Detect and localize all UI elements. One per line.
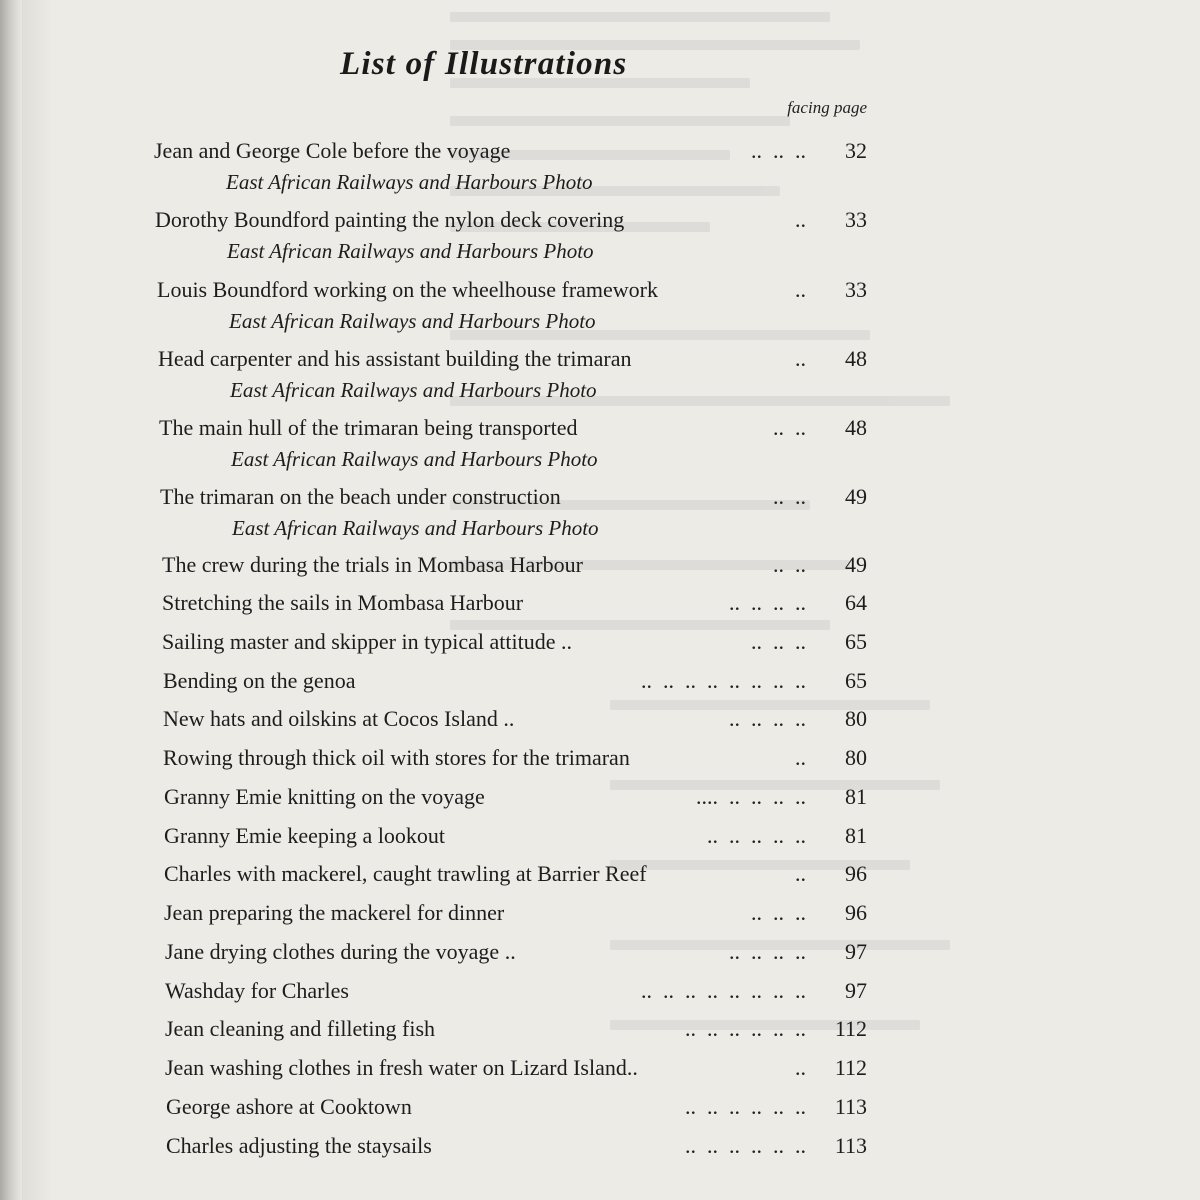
facing-page-number: 81 xyxy=(845,823,867,848)
facing-page-number: 96 xyxy=(845,900,867,925)
dot-leader: .. .. .. .. .. .. xyxy=(685,1133,806,1158)
illustration-title: The crew during the trials in Mombasa Harbour xyxy=(162,552,583,577)
facing-page-number: 80 xyxy=(845,706,867,731)
illustration-title: Granny Emie keeping a lookout xyxy=(164,823,446,848)
dot-leader: .. xyxy=(795,277,806,302)
dot-leader: .. .. .. .. xyxy=(729,590,806,615)
facing-page-number: 64 xyxy=(845,590,867,615)
dot-leader: .. .. .. .. .. xyxy=(707,823,806,848)
facing-page-number: 96 xyxy=(845,861,867,886)
photo-credit: East African Railways and Harbours Photo xyxy=(231,447,598,471)
illustration-title: The trimaran on the beach under construction xyxy=(160,484,561,509)
illustration-title: Bending on the genoa xyxy=(163,668,356,693)
illustration-title: Washday for Charles xyxy=(165,978,349,1003)
illustration-title: Dorothy Boundford painting the nylon deck covering xyxy=(155,207,625,232)
dot-leader: .. .. .. xyxy=(751,900,806,925)
photo-credit: East African Railways and Harbours Photo xyxy=(230,378,597,402)
dot-leader: .. .. .. .. .. .. xyxy=(685,1094,806,1119)
dot-leader: .. .. xyxy=(773,484,806,509)
facing-page-number: 97 xyxy=(845,939,867,964)
dot-leader: .. .. .. .. .. .. xyxy=(685,1016,806,1041)
dot-leader: .. xyxy=(795,861,806,886)
facing-page-number: 33 xyxy=(845,207,867,232)
facing-page-number: 49 xyxy=(845,484,867,509)
facing-page-number: 80 xyxy=(845,745,867,770)
dot-leader: .. xyxy=(795,346,806,371)
photo-credit: East African Railways and Harbours Photo xyxy=(232,516,599,540)
dot-leader: .. .. .. .. .. .. .. .. xyxy=(641,978,806,1003)
dot-leader: .... .. .. .. .. xyxy=(696,784,806,809)
photo-credit: East African Railways and Harbours Photo xyxy=(229,309,596,333)
facing-page-number: 65 xyxy=(845,668,867,693)
illustration-title: Rowing through thick oil with stores for the trimaran xyxy=(163,745,630,770)
illustration-title: Jean washing clothes in fresh water on Lizard Island.. xyxy=(165,1055,638,1080)
illustration-title: Granny Emie knitting on the voyage xyxy=(164,784,485,809)
illustration-title: Sailing master and skipper in typical attitude .. xyxy=(162,629,572,654)
facing-page-label: facing page xyxy=(787,98,867,117)
facing-page-number: 113 xyxy=(834,1094,867,1119)
illustration-title: George ashore at Cooktown xyxy=(166,1094,412,1119)
facing-page-number: 112 xyxy=(834,1016,867,1041)
illustration-title: The main hull of the trimaran being transported xyxy=(159,415,578,440)
illustration-title: Charles adjusting the staysails xyxy=(166,1133,432,1158)
facing-page-number: 113 xyxy=(834,1133,867,1158)
illustration-title: Jane drying clothes during the voyage .. xyxy=(165,939,516,964)
dot-leader: .. xyxy=(795,207,806,232)
dot-leader: .. .. xyxy=(773,415,806,440)
illustration-title: Jean and George Cole before the voyage xyxy=(154,138,511,163)
illustration-title: Charles with mackerel, caught trawling at Barrier Reef xyxy=(164,861,647,886)
dot-leader: .. xyxy=(795,745,806,770)
facing-page-number: 48 xyxy=(845,346,867,371)
facing-page-number: 49 xyxy=(845,552,867,577)
photo-credit: East African Railways and Harbours Photo xyxy=(227,239,594,263)
dot-leader: .. xyxy=(795,1055,806,1080)
facing-page-number: 32 xyxy=(845,138,867,163)
dot-leader: .. .. .. .. xyxy=(729,939,806,964)
dot-leader: .. .. .. xyxy=(751,629,806,654)
photo-credit: East African Railways and Harbours Photo xyxy=(226,170,593,194)
illustration-title: Stretching the sails in Mombasa Harbour xyxy=(162,590,524,615)
dot-leader: .. .. .. .. .. .. .. .. xyxy=(641,668,806,693)
page-title: List of Illustrations xyxy=(340,46,628,82)
illustration-title: Jean cleaning and filleting fish xyxy=(165,1016,436,1041)
dot-leader: .. .. .. xyxy=(751,138,806,163)
illustration-title: Louis Boundford working on the wheelhouse framework xyxy=(157,277,659,302)
facing-page-number: 48 xyxy=(845,415,867,440)
facing-page-number: 81 xyxy=(845,784,867,809)
facing-page-number: 97 xyxy=(845,978,867,1003)
illustration-title: New hats and oilskins at Cocos Island .. xyxy=(163,706,515,731)
facing-page-number: 33 xyxy=(845,277,867,302)
illustration-title: Head carpenter and his assistant building the trimaran xyxy=(158,346,632,371)
illustration-title: Jean preparing the mackerel for dinner xyxy=(164,900,505,925)
facing-page-number: 112 xyxy=(834,1055,867,1080)
facing-page-number: 65 xyxy=(845,629,867,654)
dot-leader: .. .. xyxy=(773,552,806,577)
dot-leader: .. .. .. .. xyxy=(729,706,806,731)
